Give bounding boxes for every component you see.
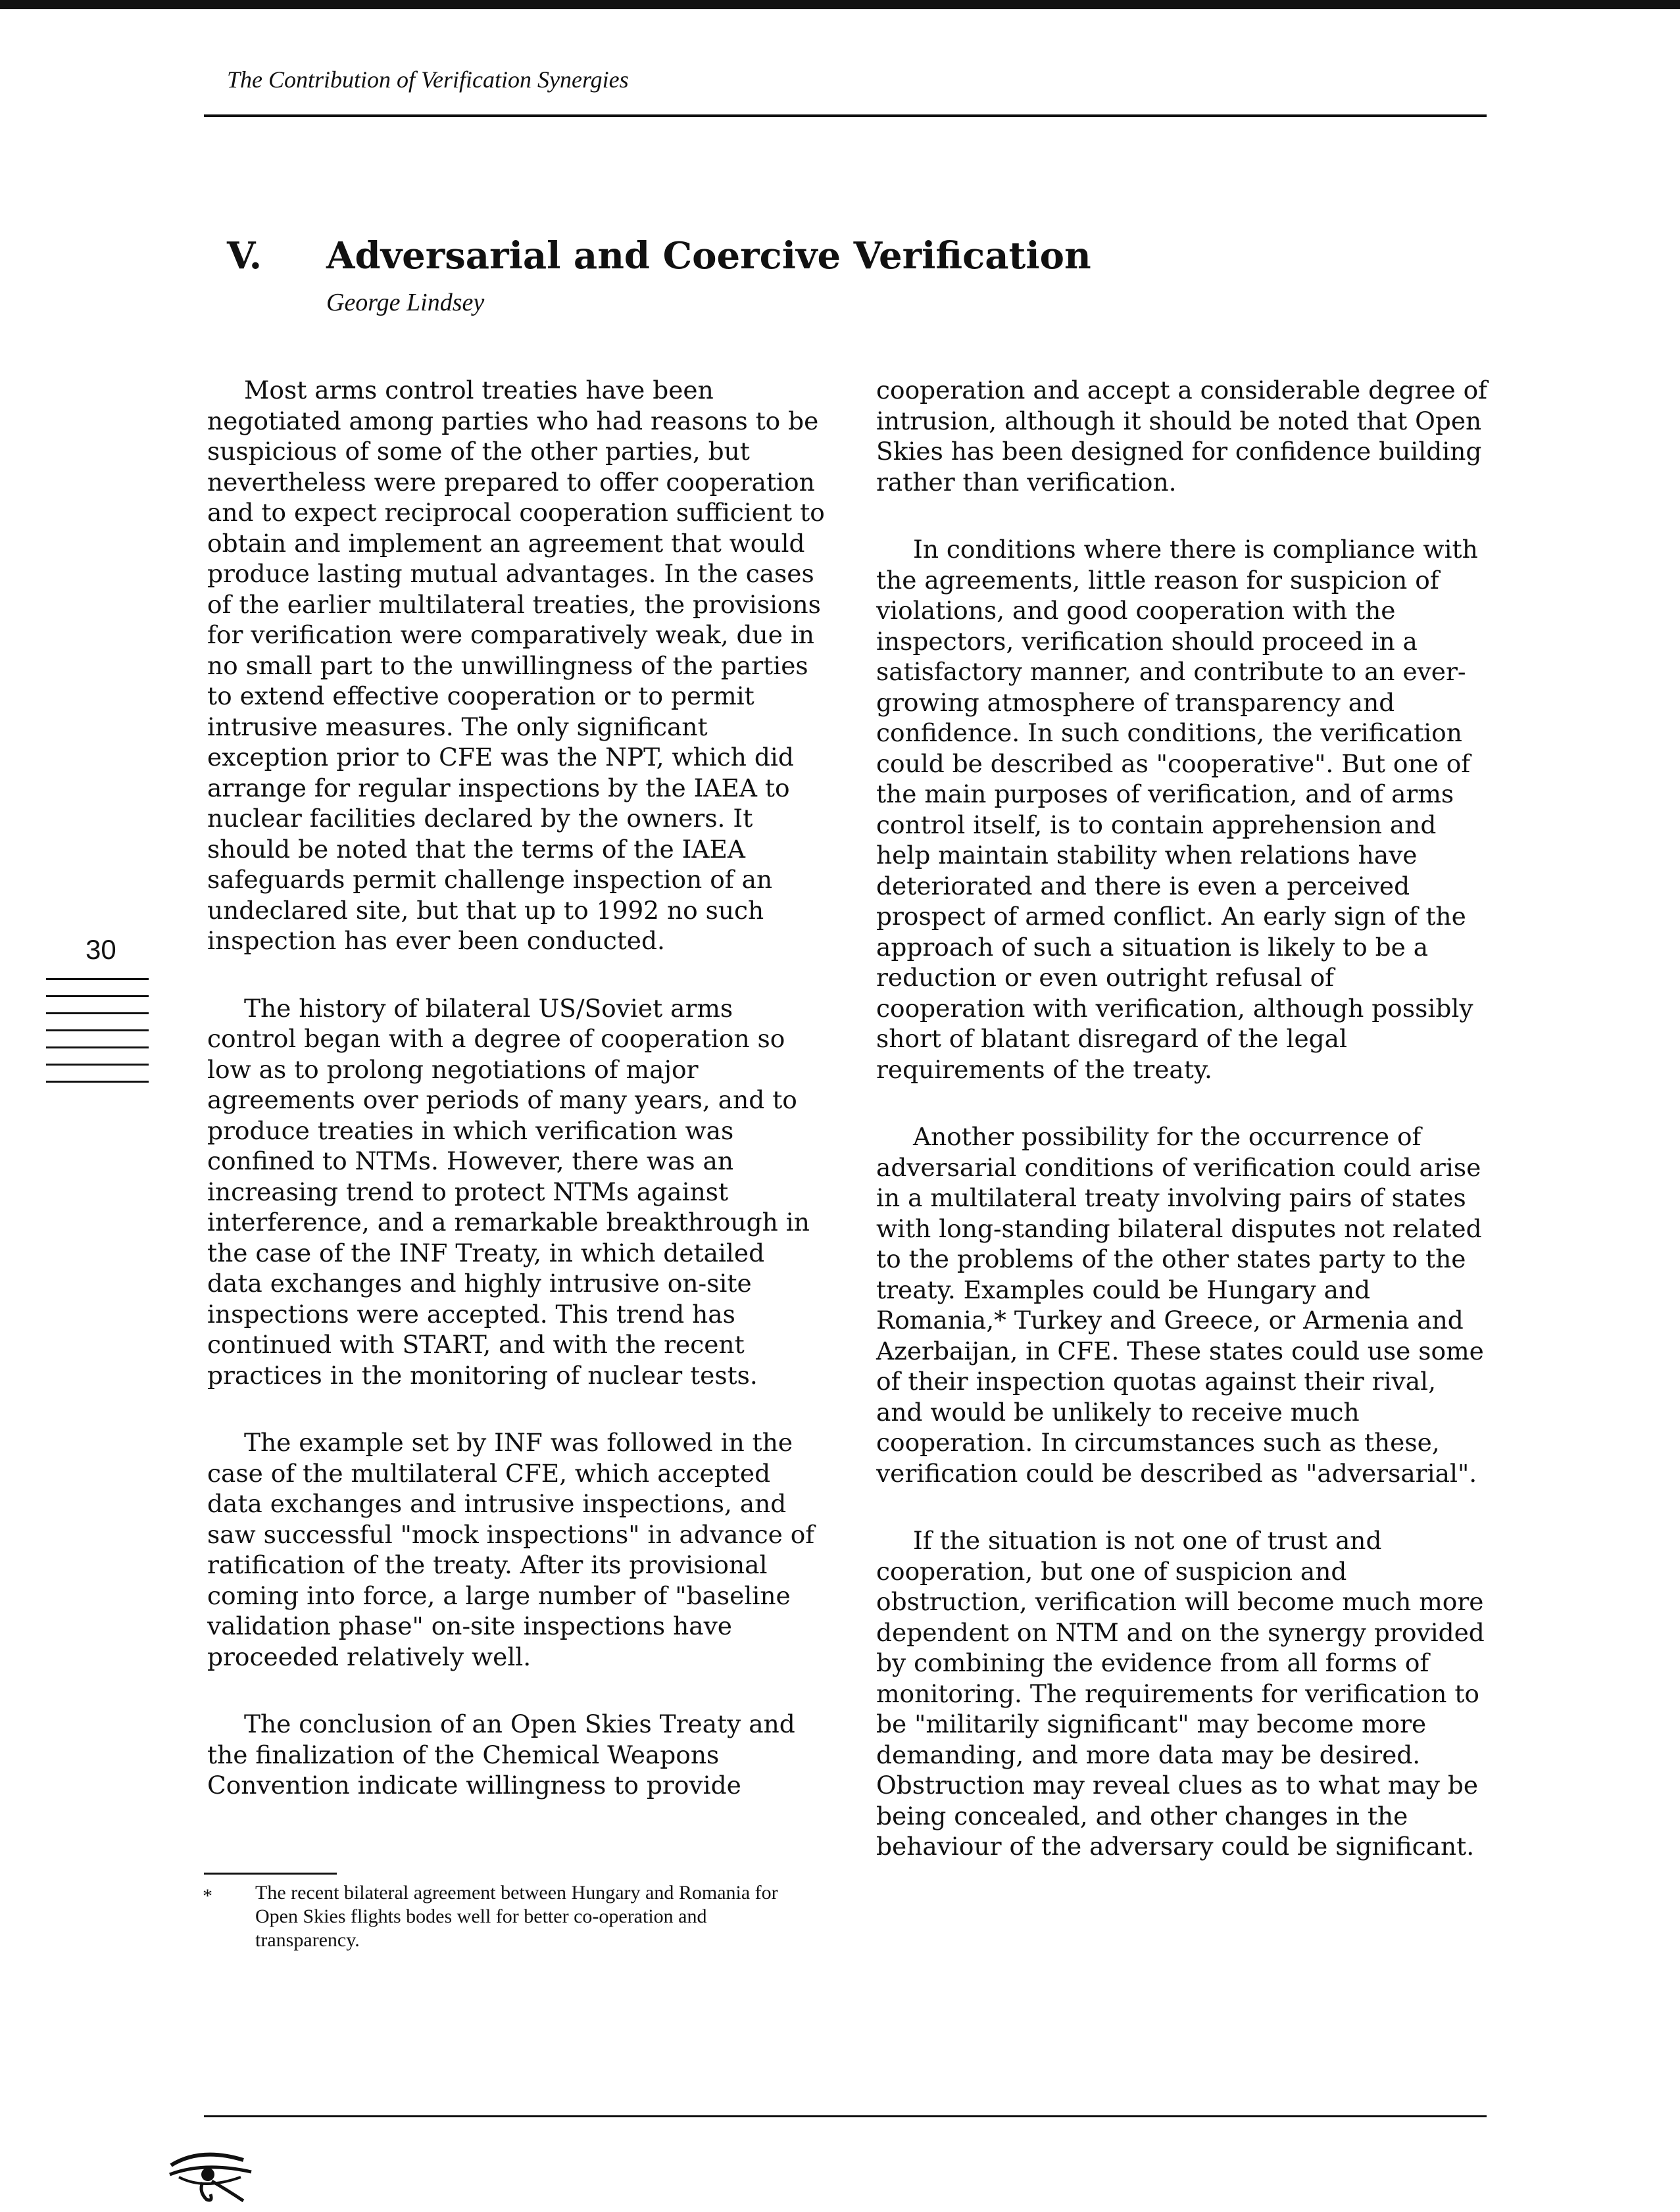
section-number: V. bbox=[227, 234, 262, 278]
margin-line bbox=[46, 995, 149, 997]
margin-line bbox=[46, 1029, 149, 1031]
top-border bbox=[0, 0, 1680, 9]
paragraph: cooperation and accept a considerable degree of intrusion, although it should be noted that Open Skies has been designed for confidence building rather than verification. bbox=[876, 376, 1488, 497]
margin-line bbox=[46, 1081, 149, 1083]
paragraph: The conclusion of an Open Skies Treaty and the finalization of the Chemical Weapons Convention indicate willingness to provide bbox=[207, 1709, 795, 1800]
paragraph: Another possibility for the occurrence of adversarial conditions of verification could arise in a multilateral treaty involving pairs of states with long-standing bilateral disputes not related to the problems of the other states party to the treaty. Examples could be Hungary and Romania,* Turkey and Greece, or Armenia and Azerbaijan, in CFE. These states could use some of their inspection quotas against their rival, and would be unlikely to receive much cooperation. In circumstances such as these, verification could be described as "adversarial". bbox=[876, 1122, 1484, 1488]
paragraph: Most arms control treaties have been negotiated among parties who had reasons to be suspicious of some of the other parties, but nevertheless were prepared to offer cooperation and to expect reciprocal cooperation sufficient to obtain and implement an agreement that would produce lasting mutual advantages. In the cases of the earlier multilateral treaties, the provisions for verification were comparatively weak, due in no small part to the unwillingness of the parties to extend effective cooperation or to permit intrusive measures. The only significant exception prior to CFE was the NPT, which did arrange for regular inspections by the IAEA to nuclear facilities declared by the owners. It should be noted that the terms of the IAEA safeguards permit challenge inspection of an undeclared site, but that up to 1992 no such inspection has ever been conducted. bbox=[207, 376, 825, 955]
paragraph: The history of bilateral US/Soviet arms control began with a degree of cooperation so low as to prolong negotiations of major agreements over periods of many years, and to produce treaties in which verification was confined to NTMs. However, there was an increasing trend to protect NTMs against interference, and a remarkable breakthrough in the case of the INF Treaty, in which detailed data exchanges and highly intrusive on-site inspections were accepted. This trend has continued with START, and with the recent practices in the monitoring of nuclear tests. bbox=[207, 993, 810, 1390]
footnote-marker: * bbox=[203, 1885, 212, 1907]
margin-line bbox=[46, 978, 149, 980]
page-number: 30 bbox=[86, 934, 116, 965]
section-title: Adversarial and Coercive Verification bbox=[326, 234, 1091, 278]
margin-line bbox=[46, 1046, 149, 1048]
footer-rule bbox=[204, 2115, 1487, 2117]
paragraph: The example set by INF was followed in the case of the multilateral CFE, which accepted data exchanges and intrusive inspections, and saw successful "mock inspections" in advance of ratification of the treaty. After its provisional coming into force, a large number of "baseline validation phase" on-site inspections have proceeded relatively well. bbox=[207, 1428, 815, 1671]
author-name: George Lindsey bbox=[326, 289, 485, 316]
margin-line bbox=[46, 1012, 149, 1014]
footnote-text: The recent bilateral agreement between Hungary and Romania for Open Skies flights bodes well for better co-operation and transparency. bbox=[255, 1882, 778, 1951]
paragraph: In conditions where there is compliance with the agreements, little reason for suspicion of violations, and good cooperation with the inspectors, verification should proceed in a satisfactory manner, and contribute to an ever-growing atmosphere of transparency and confidence. In such conditions, the verification could be described as "cooperative". But one of the main purposes of verification, and of arms control itself, is to contain apprehension and help maintain stability when relations have deteriorated and there is even a perceived prospect of armed conflict. An early sign of the approach of such a situation is likely to be a reduction or even outright refusal of cooperation with verification, although possibly short of blatant disregard of the legal requirements of the treaty. bbox=[876, 535, 1478, 1084]
eye-of-horus-icon bbox=[164, 2146, 257, 2205]
footnote-rule bbox=[204, 1873, 337, 1875]
right-column bbox=[876, 375, 1488, 1899]
left-column bbox=[207, 375, 826, 1838]
paragraph: If the situation is not one of trust and cooperation, but one of suspicion and obstruction, verification will become much more dependent on NTM and on the synergy provided by combining the evidence from all forms of monitoring. The requirements for verification to be "militarily significant" may become more demanding, and more data may be desired. Obstruction may reveal clues as to what may be being concealed, and other changes in the behaviour of the adversary could be significant. bbox=[876, 1526, 1485, 1861]
margin-line bbox=[46, 1064, 149, 1066]
header-rule bbox=[204, 114, 1487, 117]
margin-lines bbox=[46, 978, 149, 1098]
running-head: The Contribution of Verification Synergies bbox=[227, 66, 629, 93]
